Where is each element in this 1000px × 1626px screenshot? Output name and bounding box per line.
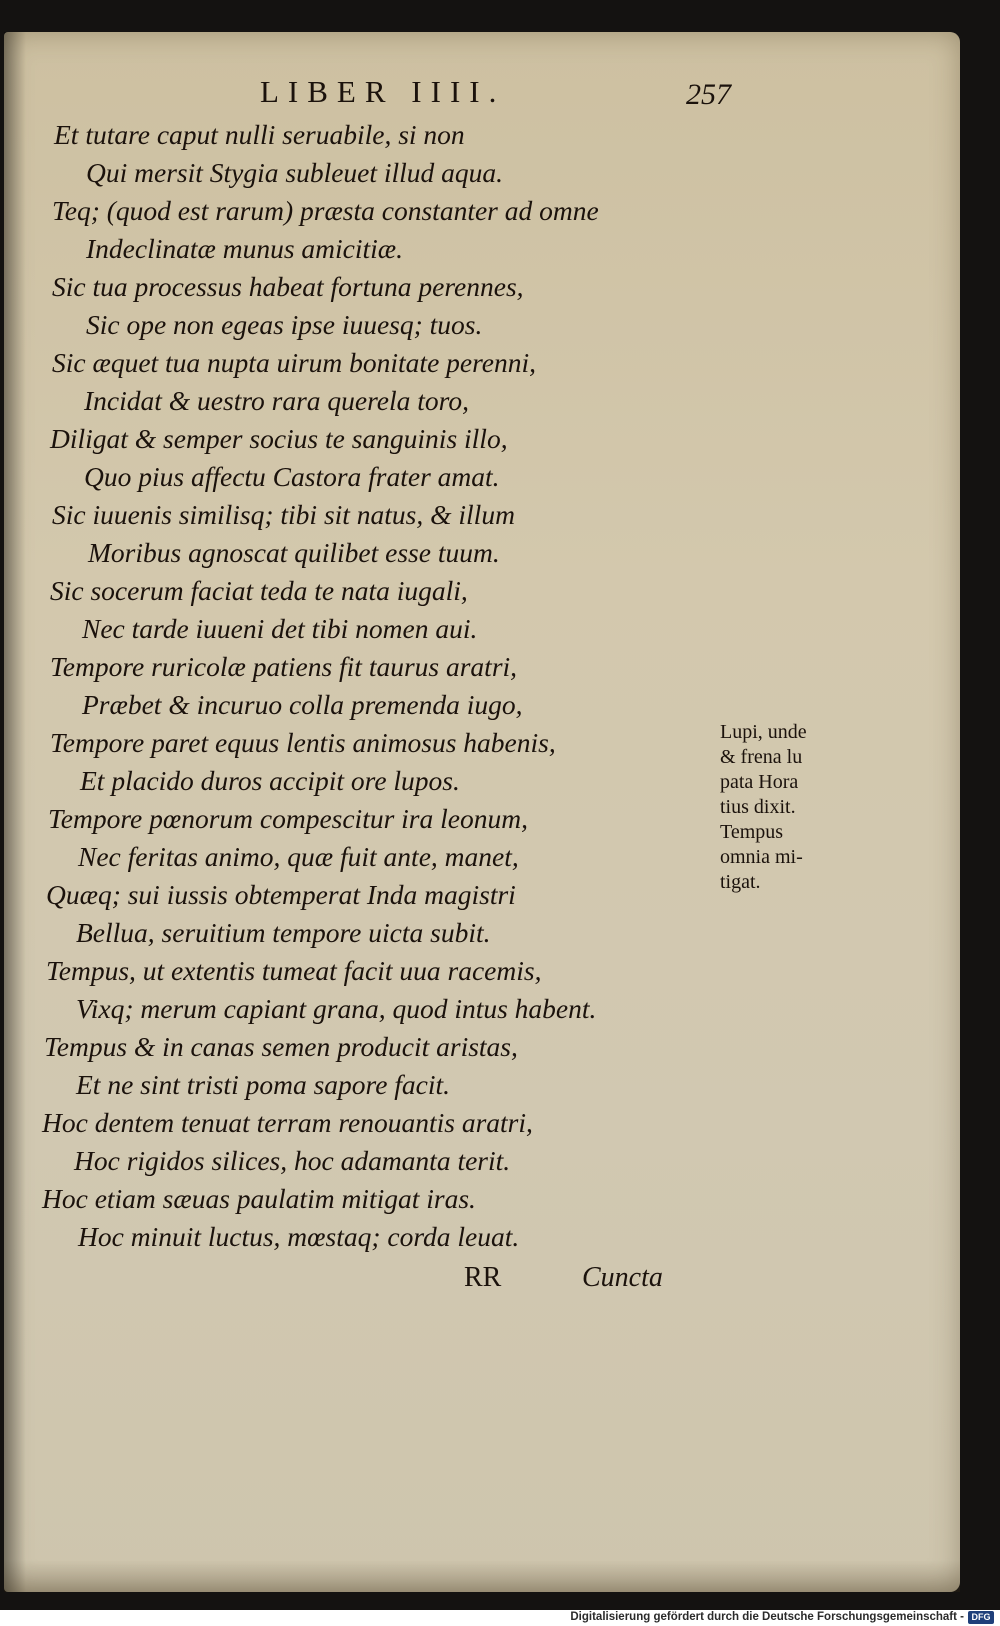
margin-note-line: pata Hora xyxy=(720,771,799,793)
margin-note-line: tius dixit. xyxy=(720,796,796,818)
verse-line: Et placido duros accipit ore lupos. xyxy=(80,765,460,796)
verse-line: Incidat & uestro rara querela toro, xyxy=(84,385,469,416)
verse-line: Vixq; merum capiant grana, quod intus habent. xyxy=(76,993,597,1024)
running-head: LIBER IIII. xyxy=(260,74,506,109)
verse-line: Tempore ruricolæ patiens fit taurus aratri, xyxy=(50,651,518,682)
verse-line: Bellua, seruitium tempore uicta subit. xyxy=(76,917,491,948)
margin-note-line: Lupi, unde xyxy=(720,721,807,743)
verse-line: Moribus agnoscat quilibet esse tuum. xyxy=(88,537,500,568)
verse-line: Hoc rigidos silices, hoc adamanta terit. xyxy=(74,1145,511,1176)
verse-line: Nec tarde iuueni det tibi nomen aui. xyxy=(82,613,478,644)
verse-line: Tempus & in canas semen producit aristas, xyxy=(44,1031,518,1062)
margin-note-line: omnia mi- xyxy=(720,846,803,868)
verse-line: Hoc dentem tenuat terram renouantis aratri, xyxy=(42,1107,533,1138)
verse-line: Tempore pœnorum compescitur ira leonum, xyxy=(48,803,528,834)
verse-line: Diligat & semper socius te sanguinis illo, xyxy=(50,423,508,454)
margin-note xyxy=(720,720,850,895)
catchword: Cuncta xyxy=(582,1262,663,1293)
verse-line: Sic tua processus habeat fortuna perennes, xyxy=(52,271,524,302)
verse-line: Sic socerum faciat teda te nata iugali, xyxy=(50,575,468,606)
dfg-logo-icon: DFG xyxy=(968,1611,994,1624)
margin-note-line: tigat. xyxy=(720,871,761,893)
verse-line: Sic ope non egeas ipse iuuesq; tuos. xyxy=(86,309,483,340)
verse-line: Teq; (quod est rarum) præsta constanter ad omne xyxy=(52,195,599,226)
verse-line: Hoc etiam sæuas paulatim mitigat iras. xyxy=(42,1183,476,1214)
verse-line: Et tutare caput nulli seruabile, si non xyxy=(54,119,465,150)
verse-line: Qui mersit Stygia subleuet illud aqua. xyxy=(86,157,504,188)
verse-line: Tempus, ut extentis tumeat facit uua racemis, xyxy=(46,955,542,986)
verse-line: Indeclinatæ munus amicitiæ. xyxy=(86,233,403,264)
margin-note-line: Tempus xyxy=(720,821,784,843)
margin-note-line: & frena lu xyxy=(720,746,803,768)
verse-line: Præbet & incuruo colla premenda iugo, xyxy=(82,689,523,720)
verse-line: Quæq; sui iussis obtemperat Inda magistri xyxy=(46,879,516,910)
verse-line: Et ne sint tristi poma sapore facit. xyxy=(76,1069,451,1100)
funding-credit: Digitalisierung gefördert durch die Deutsche Forschungsgemeinschaft - xyxy=(570,1611,964,1623)
folio-number: 257 xyxy=(686,78,731,111)
page-bottom-shadow xyxy=(4,1560,960,1592)
verse-line: Quo pius affectu Castora frater amat. xyxy=(84,461,500,492)
verse-line: Tempore paret equus lentis animosus habenis, xyxy=(50,727,556,758)
signature-mark: RR xyxy=(464,1262,502,1293)
gutter-shadow xyxy=(4,32,26,1592)
verse-line: Hoc minuit luctus, mœstaq; corda leuat. xyxy=(78,1221,520,1252)
verse-line: Sic iuuenis similisq; tibi sit natus, & illum xyxy=(52,499,515,530)
verse-line: Sic æquet tua nupta uirum bonitate perenni, xyxy=(52,347,537,378)
verse-line: Nec feritas animo, quæ fuit ante, manet, xyxy=(78,841,519,872)
